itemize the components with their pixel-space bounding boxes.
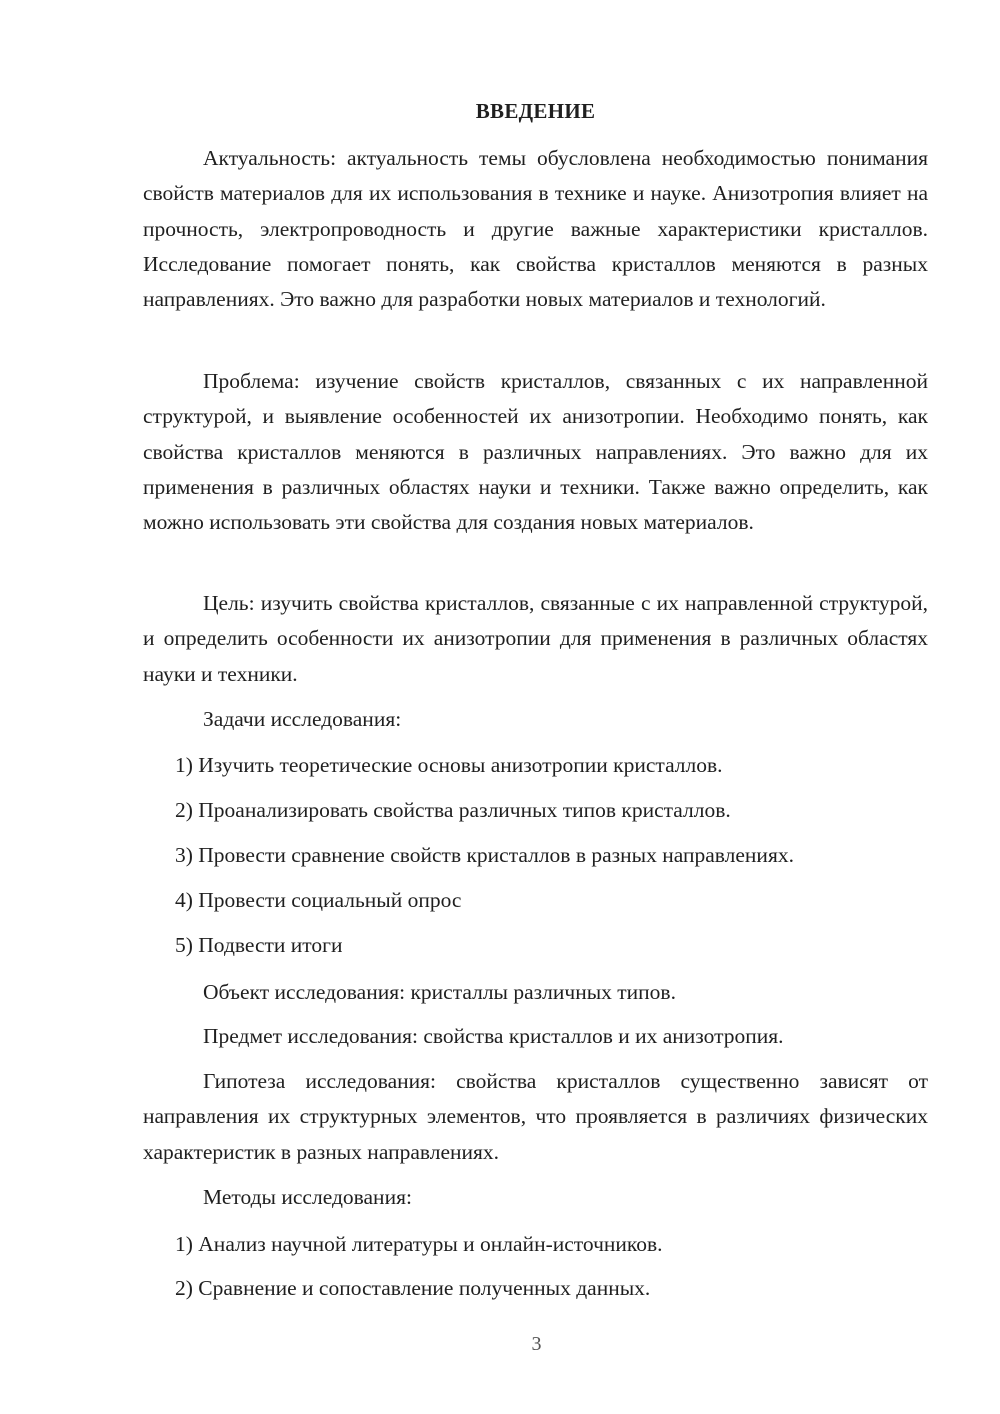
- document-page: [143, 0, 928, 1414]
- subject-paragraph: Предмет исследования: свойства кристаллов и их анизотропия.: [203, 1024, 784, 1048]
- object-paragraph: Объект исследования: кристаллы различных типов.: [203, 980, 676, 1004]
- methods-heading: Методы исследования:: [203, 1185, 412, 1209]
- task-item-4: 4) Провести социальный опрос: [175, 888, 462, 912]
- problem-paragraph: Проблема: изучение свойств кристаллов, связанных с их направленной структурой, и выявление особенностей их анизотропии. Необходимо понять, как свойства кристаллов меняются в различных направлениях. Это важно для их применения в различных областях науки и техники. Также важно определить, как можно использовать эти свойства для создания новых материалов.: [143, 369, 928, 535]
- goal-paragraph: Цель: изучить свойства кристаллов, связанные с их направленной структурой, и определить особенности их анизотропии для применения в различных областях науки и техники.: [143, 591, 928, 686]
- relevance-paragraph: Актуальность: актуальность темы обусловлена необходимостью понимания свойств материалов для их использования в технике и науке. Анизотропия влияет на прочность, электропроводность и другие важные характеристики кристаллов. Исследование помогает понять, как свойства кристаллов меняются в разных направлениях. Это важно для разработки новых материалов и технологий.: [143, 146, 928, 312]
- hypothesis-paragraph: Гипотеза исследования: свойства кристаллов существенно зависят от направления их структурных элементов, что проявляется в различиях физических характеристик в разных направлениях.: [143, 1069, 928, 1164]
- task-item-5: 5) Подвести итоги: [175, 933, 343, 957]
- method-item-1: 1) Анализ научной литературы и онлайн-источников.: [175, 1232, 663, 1256]
- task-item-2: 2) Проанализировать свойства различных типов кристаллов.: [175, 798, 731, 822]
- page-number: 3: [531, 1333, 542, 1355]
- tasks-heading: Задачи исследования:: [203, 707, 402, 731]
- task-item-3: 3) Провести сравнение свойств кристаллов в разных направлениях.: [175, 843, 794, 867]
- section-heading: ВВЕДЕНИЕ: [475, 99, 596, 123]
- method-item-2: 2) Сравнение и сопоставление полученных данных.: [175, 1276, 651, 1300]
- task-item-1: 1) Изучить теоретические основы анизотропии кристаллов.: [175, 753, 723, 777]
